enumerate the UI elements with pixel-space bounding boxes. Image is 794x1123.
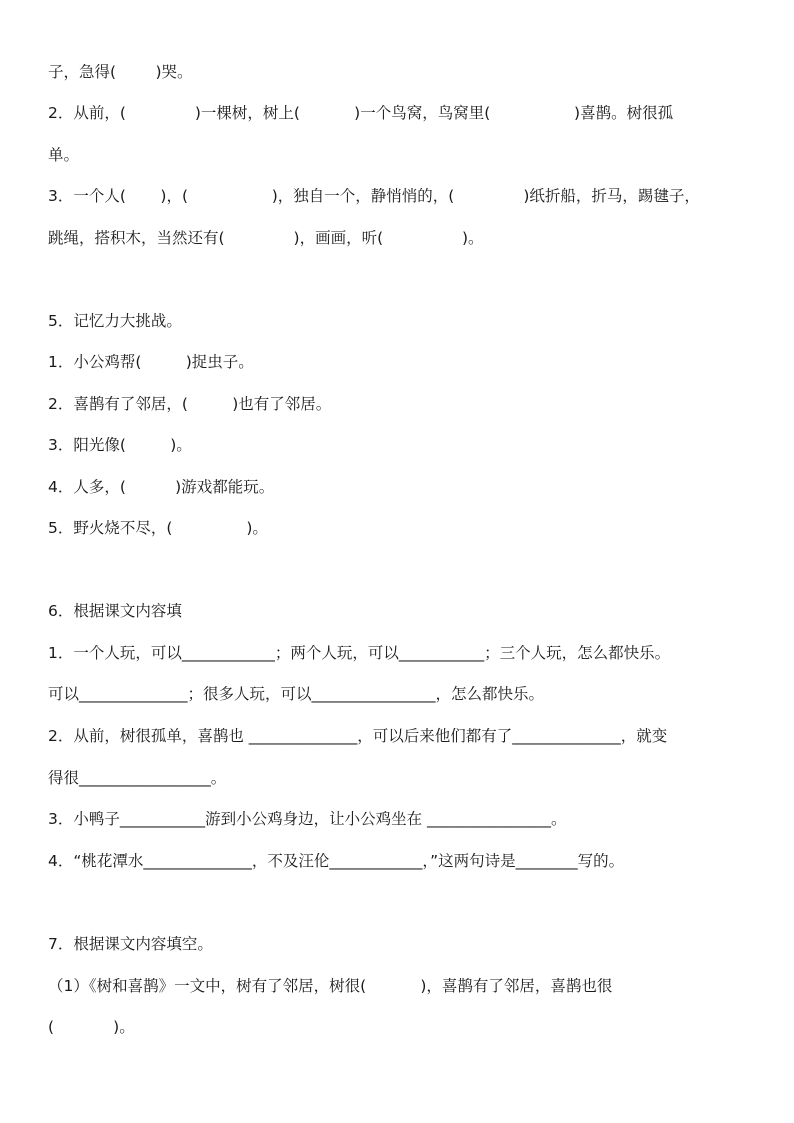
section-7-line-1: （1）《树和喜鹊》一文中，树有了邻居，树很( )，喜鹊有了邻居，喜鹊也很 bbox=[48, 977, 613, 995]
section-6-line-3: 2．从前，树很孤单，喜鹊也 ______________，可以后来他们都有了______________，就变 bbox=[48, 727, 668, 745]
section-7-title: 7．根据课文内容填空。 bbox=[48, 935, 213, 953]
item-2-line-1: 2．从前，( )一棵树，树上( )一个鸟窝，鸟窝里( )喜鹊。树很孤 bbox=[48, 104, 674, 122]
section-6-line-2: 可以______________；很多人玩，可以________________，怎么都快乐。 bbox=[48, 685, 545, 703]
section-7-line-2: ( )。 bbox=[48, 1018, 135, 1036]
item-continuation-line: 子，急得( )哭。 bbox=[48, 63, 193, 81]
section-6-line-1: 1．一个人玩，可以____________；两个人玩，可以___________；三个人玩，怎么都快乐。 bbox=[48, 644, 671, 662]
section-5-item-1: 1．小公鸡帮( )捉虫子。 bbox=[48, 353, 254, 371]
section-6-line-6: 4．“桃花潭水______________，不及汪伦____________，”这两句诗是________写的。 bbox=[48, 852, 625, 870]
section-6-title: 6．根据课文内容填 bbox=[48, 602, 182, 620]
section-6-line-4: 得很_________________。 bbox=[48, 769, 227, 787]
section-5-item-2: 2．喜鹊有了邻居，( )也有了邻居。 bbox=[48, 395, 332, 413]
section-5-item-3: 3．阳光像( )。 bbox=[48, 436, 192, 454]
section-5-title: 5．记忆力大挑战。 bbox=[48, 312, 182, 330]
item-3-line-1: 3．一个人( )，( )，独自一个，静悄悄的，( )纸折船，折马，踢毽子， bbox=[48, 187, 700, 205]
section-5-item-5: 5．野火烧不尽，( )。 bbox=[48, 519, 268, 537]
section-5-item-4: 4．人多，( )游戏都能玩。 bbox=[48, 478, 275, 496]
item-3-line-2: 跳绳，搭积木，当然还有( )，画画，听( )。 bbox=[48, 229, 484, 247]
item-2-line-2: 单。 bbox=[48, 146, 80, 164]
section-6-line-5: 3．小鸭子___________游到小公鸡身边，让小公鸡坐在 ________________。 bbox=[48, 810, 567, 828]
